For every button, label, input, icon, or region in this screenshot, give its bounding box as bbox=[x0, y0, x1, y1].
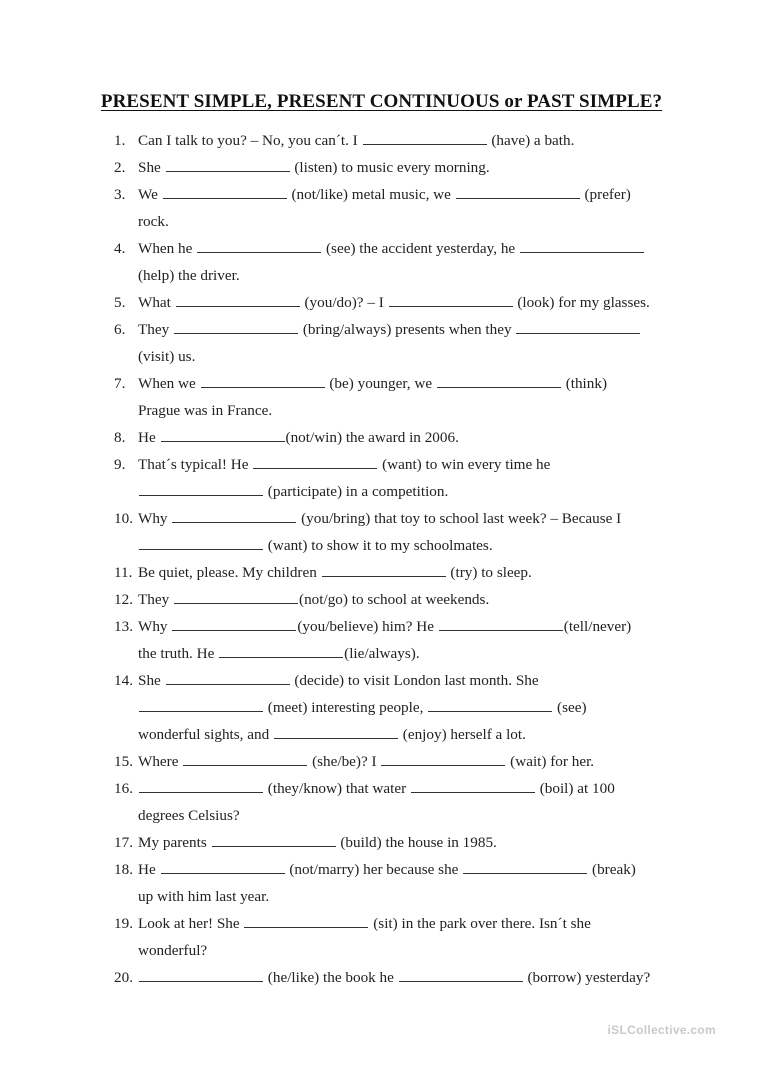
item-number: 9. bbox=[114, 456, 126, 473]
answer-blank[interactable] bbox=[161, 427, 285, 442]
text-segment: Where bbox=[138, 753, 183, 770]
item-text bbox=[138, 154, 490, 181]
answer-blank[interactable] bbox=[174, 589, 298, 604]
text-segment: (sit) in the park over there. Isn´t she bbox=[369, 915, 591, 932]
exercise-line bbox=[0, 775, 763, 802]
item-number: 4. bbox=[114, 240, 126, 257]
item-text bbox=[138, 397, 272, 424]
item-text bbox=[138, 127, 574, 154]
text-segment: (want) to show it to my schoolmates. bbox=[264, 537, 493, 554]
item-number: 19. bbox=[114, 915, 133, 932]
item-text bbox=[138, 667, 539, 694]
text-segment: (you/do)? – I bbox=[300, 294, 388, 311]
answer-blank[interactable] bbox=[161, 859, 285, 874]
exercise-line bbox=[0, 829, 763, 856]
text-segment: (they/know) that water bbox=[264, 780, 410, 797]
text-segment: Be quiet, please. My children bbox=[138, 564, 321, 581]
answer-blank[interactable] bbox=[520, 238, 644, 253]
answer-blank[interactable] bbox=[176, 292, 300, 307]
item-text bbox=[138, 370, 607, 397]
exercise-line bbox=[0, 910, 763, 937]
answer-blank[interactable] bbox=[274, 724, 398, 739]
answer-blank[interactable] bbox=[166, 670, 290, 685]
exercise-line bbox=[0, 478, 763, 505]
item-text bbox=[138, 856, 636, 883]
answer-blank[interactable] bbox=[437, 373, 561, 388]
item-text bbox=[138, 532, 493, 559]
exercise-line bbox=[0, 937, 763, 964]
item-text bbox=[138, 208, 169, 235]
exercise-line bbox=[0, 154, 763, 181]
text-segment: Why bbox=[138, 618, 172, 635]
item-text bbox=[138, 559, 532, 586]
answer-blank[interactable] bbox=[463, 859, 587, 874]
answer-blank[interactable] bbox=[322, 562, 446, 577]
text-segment: (help) the driver. bbox=[138, 267, 240, 284]
item-number: 14. bbox=[114, 672, 133, 689]
text-segment: When he bbox=[138, 240, 197, 257]
text-segment: (prefer) bbox=[580, 186, 631, 203]
exercise-list bbox=[0, 127, 763, 991]
text-segment: Prague was in France. bbox=[138, 402, 273, 419]
text-segment: (build) the house in 1985. bbox=[336, 834, 497, 851]
exercise-line bbox=[0, 262, 763, 289]
text-segment: (want) to win every time he bbox=[378, 456, 551, 473]
exercise-line bbox=[0, 964, 763, 991]
item-text bbox=[138, 235, 645, 262]
text-segment: (listen) to music every morning. bbox=[290, 159, 490, 176]
text-segment: He bbox=[138, 861, 160, 878]
exercise-line bbox=[0, 802, 763, 829]
text-segment: (boil) at 100 bbox=[535, 780, 615, 797]
text-segment: (not/like) metal music, we bbox=[287, 186, 455, 203]
answer-blank[interactable] bbox=[139, 481, 263, 496]
answer-blank[interactable] bbox=[163, 184, 287, 199]
text-segment: degrees Celsius? bbox=[138, 807, 240, 824]
watermark: iSLCollective.com bbox=[607, 1023, 716, 1037]
answer-blank[interactable] bbox=[381, 751, 505, 766]
text-segment: When we bbox=[138, 375, 200, 392]
item-number: 12. bbox=[114, 591, 133, 608]
text-segment: She bbox=[138, 672, 165, 689]
text-segment: They bbox=[138, 321, 174, 338]
item-number: 18. bbox=[114, 861, 133, 878]
item-text bbox=[138, 802, 240, 829]
text-segment: (have) a bath. bbox=[487, 132, 575, 149]
text-segment: (she/be)? I bbox=[308, 753, 381, 770]
answer-blank[interactable] bbox=[244, 913, 368, 928]
item-text bbox=[138, 964, 650, 991]
text-segment: He bbox=[138, 429, 160, 446]
text-segment: She bbox=[138, 159, 165, 176]
item-number: 8. bbox=[114, 429, 126, 446]
text-segment: wonderful sights, and bbox=[138, 726, 273, 743]
item-text bbox=[138, 316, 641, 343]
text-segment: (not/win) the award in 2006. bbox=[285, 429, 459, 446]
exercise-line bbox=[0, 370, 763, 397]
exercise-line bbox=[0, 586, 763, 613]
exercise-line bbox=[0, 721, 763, 748]
answer-blank[interactable] bbox=[439, 616, 563, 631]
answer-blank[interactable] bbox=[201, 373, 325, 388]
text-segment: wonderful? bbox=[138, 942, 208, 959]
worksheet-title: PRESENT SIMPLE, PRESENT CONTINUOUS or PAST SIMPLE? bbox=[100, 91, 663, 112]
exercise-line bbox=[0, 883, 763, 910]
text-segment: Look at her! She bbox=[138, 915, 244, 932]
item-number: 2. bbox=[114, 159, 126, 176]
exercise-line bbox=[0, 181, 763, 208]
answer-blank[interactable] bbox=[139, 697, 263, 712]
item-text bbox=[138, 694, 587, 721]
text-segment: Why bbox=[138, 510, 172, 527]
text-segment: (not/marry) her because she bbox=[285, 861, 463, 878]
item-text bbox=[138, 829, 497, 856]
answer-blank[interactable] bbox=[174, 319, 298, 334]
answer-blank[interactable] bbox=[253, 454, 377, 469]
item-text bbox=[138, 883, 269, 910]
answer-blank[interactable] bbox=[139, 778, 263, 793]
text-segment: (visit) us. bbox=[138, 348, 196, 365]
text-segment: (look) for my glasses. bbox=[513, 294, 650, 311]
text-segment: (you/believe) him? He bbox=[297, 618, 438, 635]
exercise-line bbox=[0, 289, 763, 316]
text-segment: the truth. He bbox=[138, 645, 219, 662]
exercise-line bbox=[0, 424, 763, 451]
answer-blank[interactable] bbox=[516, 319, 640, 334]
item-text bbox=[138, 613, 631, 640]
item-number: 13. bbox=[114, 618, 133, 635]
text-segment: (be) younger, we bbox=[325, 375, 436, 392]
answer-blank[interactable] bbox=[389, 292, 513, 307]
exercise-line bbox=[0, 559, 763, 586]
text-segment: What bbox=[138, 294, 175, 311]
text-segment: (break) bbox=[588, 861, 636, 878]
text-segment: (borrow) yesterday? bbox=[523, 969, 651, 986]
text-segment: (wait) for her. bbox=[506, 753, 595, 770]
text-segment: up with him last year. bbox=[138, 888, 270, 905]
text-segment: rock. bbox=[138, 213, 169, 230]
text-segment: (see) the accident yesterday, he bbox=[322, 240, 519, 257]
item-text bbox=[138, 775, 615, 802]
item-number: 16. bbox=[114, 780, 133, 797]
answer-blank[interactable] bbox=[428, 697, 552, 712]
answer-blank[interactable] bbox=[172, 616, 296, 631]
item-text bbox=[138, 181, 631, 208]
text-segment: Can I talk to you? – No, you can´t. I bbox=[138, 132, 362, 149]
item-text bbox=[138, 262, 240, 289]
item-text bbox=[138, 289, 650, 316]
text-segment: (decide) to visit London last month. She bbox=[290, 672, 539, 689]
item-text bbox=[138, 451, 550, 478]
exercise-line bbox=[0, 208, 763, 235]
item-text bbox=[138, 478, 448, 505]
answer-blank[interactable] bbox=[219, 643, 343, 658]
item-text bbox=[138, 937, 207, 964]
exercise-line bbox=[0, 748, 763, 775]
item-text bbox=[138, 505, 621, 532]
exercise-line bbox=[0, 235, 763, 262]
answer-blank[interactable] bbox=[166, 157, 290, 172]
item-text bbox=[138, 424, 459, 451]
item-number: 5. bbox=[114, 294, 126, 311]
answer-blank[interactable] bbox=[139, 535, 263, 550]
exercise-line bbox=[0, 667, 763, 694]
answer-blank[interactable] bbox=[183, 751, 307, 766]
text-segment: My parents bbox=[138, 834, 211, 851]
text-segment: (meet) interesting people, bbox=[264, 699, 428, 716]
item-text bbox=[138, 748, 594, 775]
text-segment: That´s typical! He bbox=[138, 456, 253, 473]
text-segment: (you/bring) that toy to school last week? – Because I bbox=[297, 510, 622, 527]
item-number: 7. bbox=[114, 375, 126, 392]
item-number: 6. bbox=[114, 321, 126, 338]
exercise-line bbox=[0, 613, 763, 640]
item-text bbox=[138, 343, 195, 370]
answer-blank[interactable] bbox=[212, 832, 336, 847]
item-number: 10. bbox=[114, 510, 133, 527]
answer-blank[interactable] bbox=[399, 967, 523, 982]
text-segment: (bring/always) presents when they bbox=[299, 321, 516, 338]
answer-blank[interactable] bbox=[363, 130, 487, 145]
answer-blank[interactable] bbox=[456, 184, 580, 199]
item-number: 15. bbox=[114, 753, 133, 770]
text-segment: (he/like) the book he bbox=[264, 969, 398, 986]
text-segment: (think) bbox=[561, 375, 608, 392]
exercise-line bbox=[0, 343, 763, 370]
item-number: 20. bbox=[114, 969, 133, 986]
exercise-line bbox=[0, 127, 763, 154]
item-number: 1. bbox=[114, 132, 126, 149]
exercise-line bbox=[0, 397, 763, 424]
exercise-line bbox=[0, 694, 763, 721]
item-text bbox=[138, 640, 420, 667]
text-segment: We bbox=[138, 186, 162, 203]
item-text bbox=[138, 721, 526, 748]
item-number: 11. bbox=[114, 564, 133, 581]
text-segment: (try) to sleep. bbox=[446, 564, 532, 581]
answer-blank[interactable] bbox=[197, 238, 321, 253]
text-segment: (see) bbox=[553, 699, 587, 716]
exercise-line bbox=[0, 532, 763, 559]
answer-blank[interactable] bbox=[172, 508, 296, 523]
answer-blank[interactable] bbox=[139, 967, 263, 982]
item-text bbox=[138, 910, 591, 937]
answer-blank[interactable] bbox=[411, 778, 535, 793]
exercise-line bbox=[0, 856, 763, 883]
text-segment: (tell/never) bbox=[563, 618, 632, 635]
text-segment: They bbox=[138, 591, 174, 608]
item-text bbox=[138, 586, 489, 613]
text-segment: (lie/always). bbox=[344, 645, 420, 662]
text-segment: (enjoy) herself a lot. bbox=[398, 726, 526, 743]
exercise-line bbox=[0, 451, 763, 478]
exercise-line bbox=[0, 640, 763, 667]
exercise-line bbox=[0, 316, 763, 343]
item-number: 17. bbox=[114, 834, 133, 851]
item-number: 3. bbox=[114, 186, 126, 203]
exercise-line bbox=[0, 505, 763, 532]
text-segment: (participate) in a competition. bbox=[264, 483, 449, 500]
text-segment: (not/go) to school at weekends. bbox=[299, 591, 490, 608]
